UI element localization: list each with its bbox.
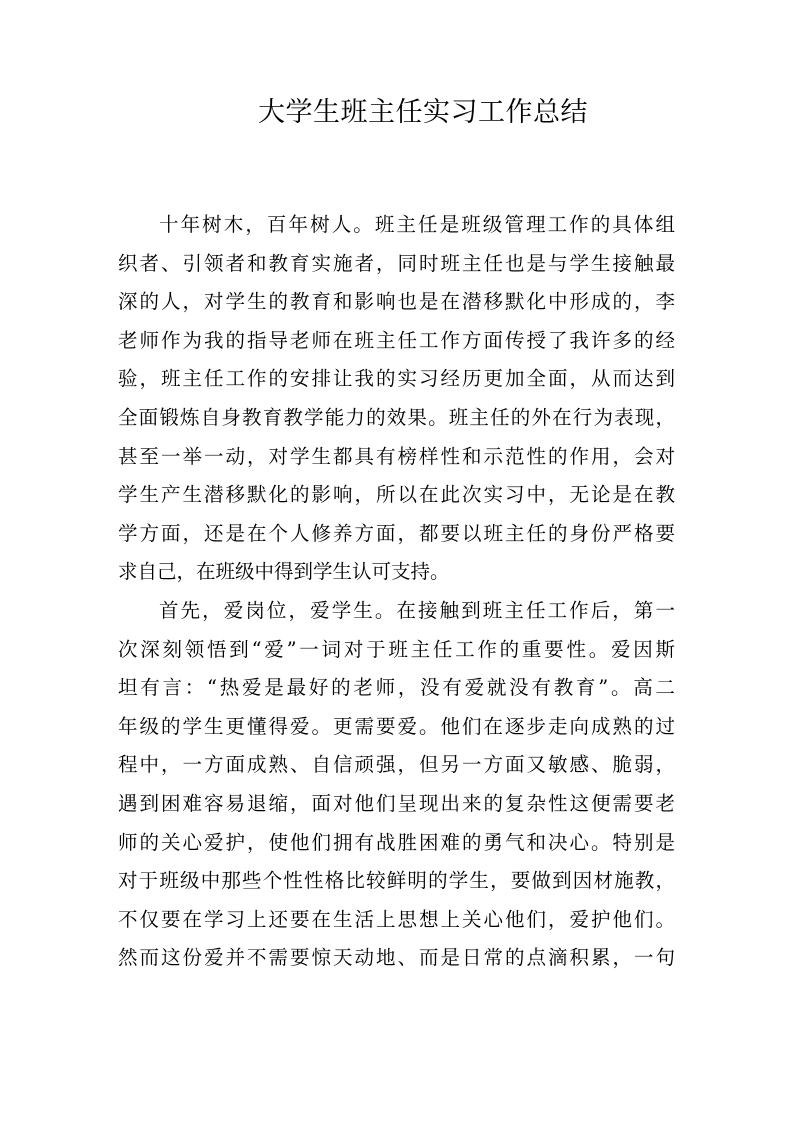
text-line: 甚至一举一动，对学生都具有榜样性和示范性的作用，会对	[118, 444, 675, 468]
text-line: 验，班主任工作的安排让我的实习经历更加全面，从而达到	[118, 367, 675, 391]
text-line: 坦有言：“热爱是最好的老师，没有爱就没有教育”。高二	[118, 676, 675, 700]
text-line: 遇到困难容易退缩，面对他们呈现出来的复杂性这便需要老	[118, 791, 675, 815]
text-line: 首先，爱岗位，爱学生。在接触到班主任工作后，第一	[159, 598, 675, 622]
text-line: 全面锻炼自身教育教学能力的效果。班主任的外在行为表现，	[118, 405, 675, 429]
text-line: 十年树木，百年树人。班主任是班级管理工作的具体组	[159, 213, 675, 236]
text-line: 程中，一方面成熟、自信顽强，但另一方面又敏感、脆弱，	[118, 753, 675, 777]
document-body	[118, 210, 675, 982]
text-line: 学方面，还是在个人修养方面，都要以班主任的身份严格要	[118, 521, 675, 545]
text-line: 不仅要在学习上还要在生活上思想上关心他们，爱护他们。	[118, 907, 675, 931]
text-line: 深的人，对学生的教育和影响也是在潜移默化中形成的，李	[118, 290, 675, 314]
text-line: 求自己，在班级中得到学生认可支持。	[118, 560, 450, 584]
text-line: 老师作为我的指导老师在班主任工作方面传授了我许多的经	[118, 328, 675, 352]
text-line: 年级的学生更懂得爱。更需要爱。他们在逐步走向成熟的过	[118, 714, 675, 738]
document-title: 大学生班主任实习工作总结	[258, 97, 588, 128]
text-line: 次深刻领悟到“爱”一词对于班主任工作的重要性。爱因斯	[118, 637, 675, 661]
text-line: 学生产生潜移默化的影响，所以在此次实习中，无论是在教	[118, 483, 675, 507]
text-line: 师的关心爱护，使他们拥有战胜困难的勇气和决心。特别是	[118, 830, 675, 854]
text-line: 然而这份爱并不需要惊天动地、而是日常的点滴积累，一句	[118, 946, 675, 970]
text-line: 对于班级中那些个性性格比较鲜明的学生，要做到因材施教，	[118, 869, 675, 893]
text-line: 织者、引领者和教育实施者，同时班主任也是与学生接触最	[118, 251, 675, 275]
